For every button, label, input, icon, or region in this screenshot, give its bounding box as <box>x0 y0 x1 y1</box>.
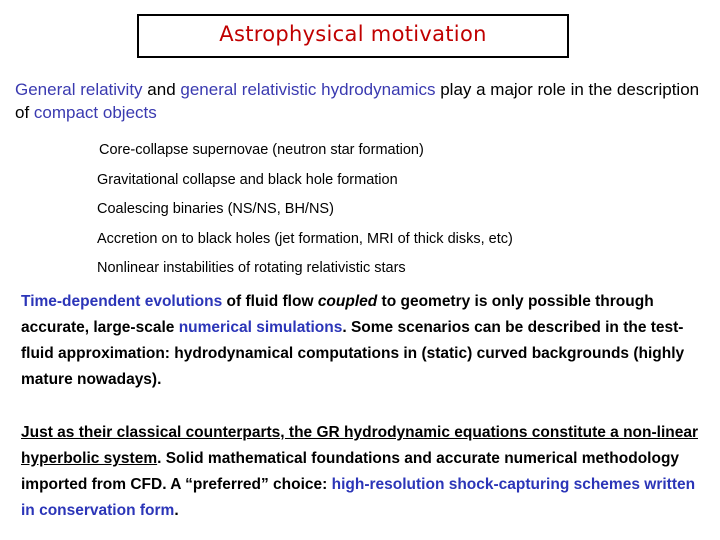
page-title: Astrophysical motivation <box>219 22 487 46</box>
para1-highlight-simulations: numerical simulations <box>178 319 343 336</box>
para2-text: . <box>174 502 179 519</box>
para2-highlight-schemes: high-resolution shock-capturing schemes written in conservation form <box>21 476 696 519</box>
simulation-paragraph <box>21 289 701 393</box>
para1-highlight-evolutions: Time-dependent evolutions <box>21 293 223 310</box>
scenario-list <box>97 140 697 288</box>
para1-text: to geometry is only possible through accurate, large-scale <box>21 293 654 336</box>
list-item: Nonlinear instabilities of rotating relativistic stars <box>97 260 406 276</box>
list-item: Core-collapse supernovae (neutron star formation) <box>99 142 424 158</box>
list-item: Accretion on to black holes (jet formation, MRI of thick disks, etc) <box>97 230 513 247</box>
hyperbolic-paragraph <box>21 420 701 524</box>
intro-paragraph <box>15 78 705 124</box>
intro-highlight-compact: compact objects <box>33 103 157 122</box>
para2-underlined-text: Just as their classical counterparts, the GR hydrodynamic equations constitute a non-linear hyperbolic system <box>21 424 698 467</box>
intro-highlight-gr: General relativity <box>15 80 143 99</box>
para1-text: . Some scenarios can be described in the test-fluid approximation: hydrodynamical computations in (static) curved backgrounds (highly mature nowadays). <box>21 319 685 388</box>
list-item: Coalescing binaries (NS/NS, BH/NS) <box>97 201 334 217</box>
para2-text: . Solid mathematical foundations and accurate numerical methodology imported from CFD. A “preferred” choice: <box>21 450 680 493</box>
title-box <box>137 14 569 58</box>
intro-text: play a major role in the description of <box>15 80 700 122</box>
intro-text: and <box>142 80 181 99</box>
para1-text: of fluid flow <box>222 293 318 310</box>
para1-coupled: coupled <box>317 293 378 310</box>
list-item: Gravitational collapse and black hole formation <box>97 171 398 188</box>
intro-highlight-grhd: general relativistic hydrodynamics <box>180 80 436 99</box>
